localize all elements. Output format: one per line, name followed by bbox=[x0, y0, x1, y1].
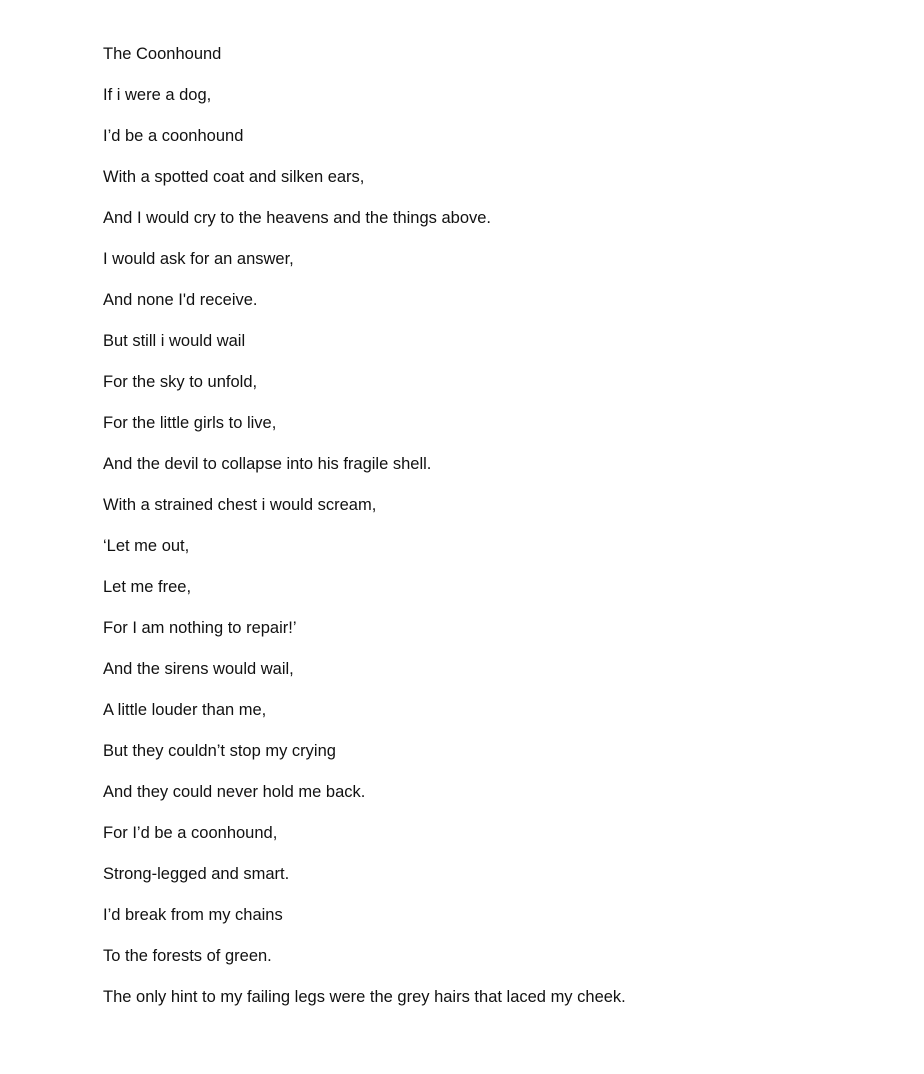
poem-line: With a spotted coat and silken ears, bbox=[103, 168, 365, 186]
poem-line: And the devil to collapse into his fragile shell. bbox=[103, 455, 432, 473]
poem-line: If i were a dog, bbox=[103, 86, 212, 104]
poem-line: Let me free, bbox=[103, 578, 192, 596]
poem-line: But they couldn’t stop my crying bbox=[103, 742, 336, 760]
poem-line: The only hint to my failing legs were the grey hairs that laced my cheek. bbox=[103, 988, 626, 1006]
poem-line: For I’d be a coonhound, bbox=[103, 824, 278, 842]
poem-line: For the little girls to live, bbox=[103, 414, 277, 432]
poem-title: The Coonhound bbox=[103, 45, 222, 63]
poem-line: A little louder than me, bbox=[103, 701, 267, 719]
poem-line: I’d be a coonhound bbox=[103, 127, 244, 145]
poem-line: I would ask for an answer, bbox=[103, 250, 294, 268]
poem-line: And the sirens would wail, bbox=[103, 660, 294, 678]
poem-line: And they could never hold me back. bbox=[103, 783, 366, 801]
poem-line: For the sky to unfold, bbox=[103, 373, 258, 391]
poem-line: And none I'd receive. bbox=[103, 291, 258, 309]
poem-line: I’d break from my chains bbox=[103, 906, 283, 924]
poem-line: With a strained chest i would scream, bbox=[103, 496, 377, 514]
poem-line: ‘Let me out, bbox=[103, 537, 190, 555]
poem-line: And I would cry to the heavens and the things above. bbox=[103, 209, 492, 227]
poem-line: But still i would wail bbox=[103, 332, 246, 350]
poem-line: To the forests of green. bbox=[103, 947, 272, 965]
document-page bbox=[103, 42, 883, 1026]
poem-line: For I am nothing to repair!’ bbox=[103, 619, 297, 637]
poem-line: Strong-legged and smart. bbox=[103, 865, 290, 883]
